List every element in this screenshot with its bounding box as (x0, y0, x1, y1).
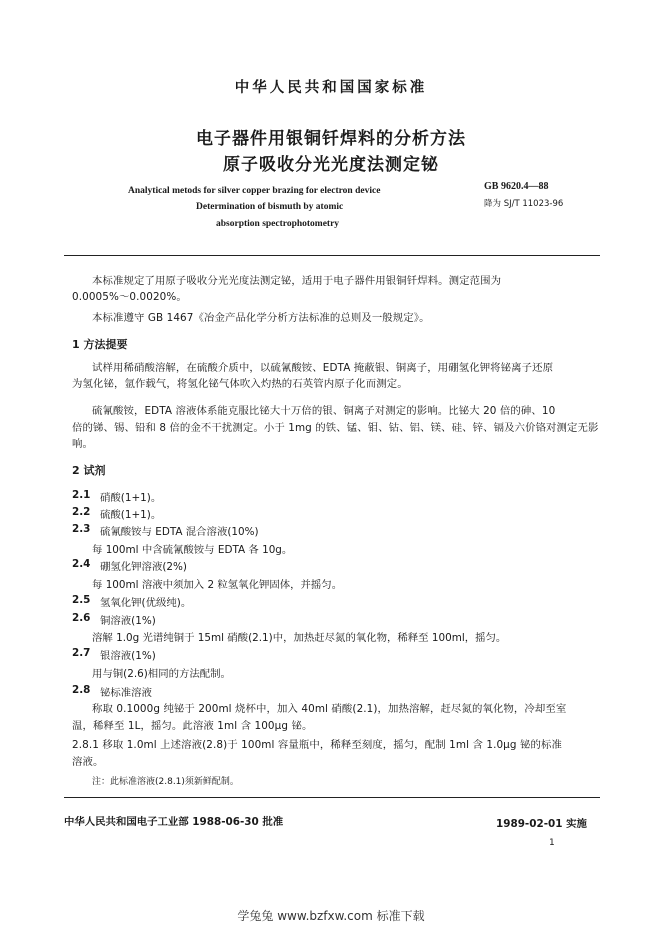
item-number: 2.4 (72, 558, 91, 570)
item-text: 硝酸(1+1)。 (100, 492, 162, 504)
sec1-p1-line1: 试样用稀硝酸溶解，在硫酸介质中，以硫氰酸铵、EDTA 掩蔽银、铜离子，用硼氢化钾将铋离子还原 (92, 362, 554, 374)
sec1-p2-line3: 响。 (72, 438, 93, 450)
doc-title-line2: 原子吸收分光光度法测定铋 (223, 155, 439, 175)
p28-line2: 温，稀释至 1L，摇匀。此溶液 1ml 含 100μg 铋。 (72, 720, 313, 732)
sec1-p1-line2: 为氢化铋，氩作载气，将氢化铋气体吹入灼热的石英管内原子化而测定。 (72, 378, 408, 390)
item-text: 硼氢化钾溶液(2%) (100, 561, 187, 573)
english-title-line3: absorption spectrophotometry (216, 219, 340, 229)
item-detail: 每 100ml 溶液中须加入 2 粒氢氧化钾固体，并摇匀。 (92, 579, 343, 591)
approval-line: 中华人民共和国电子工业部 1988-06-30 批准 (64, 816, 284, 828)
section-2-heading: 2 试剂 (72, 464, 106, 477)
item-detail: 每 100ml 中含硫氰酸铵与 EDTA 各 10g。 (92, 544, 293, 556)
watermark: 学兔兔 www.bzfxw.com 标准下载 (237, 909, 425, 923)
doc-title-line1: 电子器件用银铜钎焊料的分析方法 (196, 129, 466, 149)
item-text: 氢氧化钾(优级纯)。 (100, 597, 192, 609)
item-text: 银溶液(1%) (100, 650, 156, 662)
item-number: 2.6 (72, 612, 91, 624)
item-detail: 溶解 1.0g 光谱纯铜于 15ml 硝酸(2.1)中，加热赶尽氮的氧化物，稀释至 100ml，摇匀。 (92, 632, 507, 644)
item-number: 2.5 (72, 594, 91, 606)
footer-divider (64, 797, 600, 798)
item-number: 2.1 (72, 489, 91, 501)
item-number: 2.2 (72, 506, 91, 518)
item-text: 铋标准溶液 (100, 687, 152, 699)
p28-line1: 称取 0.1000g 纯铋于 200ml 烧杯中，加入 40ml 硝酸(2.1)，加热溶解，赶尽氮的氧化物，冷却至室 (92, 703, 567, 715)
intro-paragraph-line2: 0.0005%～0.0020%。 (72, 291, 187, 303)
standard-code: GB 9620.4—88 (484, 181, 549, 192)
sec1-p2-line2: 倍的锑、锡、铅和 8 倍的金不干扰测定。小于 1mg 的铁、锰、钼、钴、铝、镁、硅、锌、镉及六价铬对测定无影 (72, 422, 599, 434)
intro-paragraph-2: 本标准遵守 GB 1467《冶金产品化学分析方法标准的总则及一般规定》。 (92, 312, 430, 324)
section-1-heading: 1 方法提要 (72, 338, 128, 351)
header-divider (64, 255, 600, 256)
note: 注：此标准溶液(2.8.1)须新鲜配制。 (92, 777, 239, 787)
sec1-p2-line1: 硫氰酸铵，EDTA 溶液体系能克服比铋大十万倍的银、铜离子对测定的影响。比铋大 20 倍的砷、10 (92, 405, 556, 417)
replaced-by-note: 降为 SJ/T 11023-96 (484, 199, 564, 209)
item-number: 2.7 (72, 647, 91, 659)
implementation-date: 1989-02-01 实施 (496, 818, 587, 830)
p281-line2: 溶液。 (72, 756, 104, 768)
english-title-line1: Analytical metods for silver copper brazing for electron device (128, 186, 381, 196)
item-text: 铜溶液(1%) (100, 615, 156, 627)
english-title-line2: Determination of bismuth by atomic (196, 202, 344, 212)
intro-paragraph-line1: 本标准规定了用原子吸收分光光度法测定铋，适用于电子器件用银铜钎焊料。测定范围为 (92, 275, 502, 287)
item-detail: 用与铜(2.6)相同的方法配制。 (92, 668, 231, 680)
page-number: 1 (549, 838, 555, 848)
item-number: 2.3 (72, 523, 91, 535)
p281-line1: 2.8.1 移取 1.0ml 上述溶液(2.8)于 100ml 容量瓶中，稀释至刻度，摇匀，配制 1ml 含 1.0μg 铋的标准 (72, 739, 562, 751)
item-number: 2.8 (72, 684, 91, 696)
item-text: 硫酸(1+1)。 (100, 509, 162, 521)
standard-category-title: 中华人民共和国国家标准 (234, 80, 428, 96)
item-text: 硫氰酸铵与 EDTA 混合溶液(10%) (100, 526, 259, 538)
